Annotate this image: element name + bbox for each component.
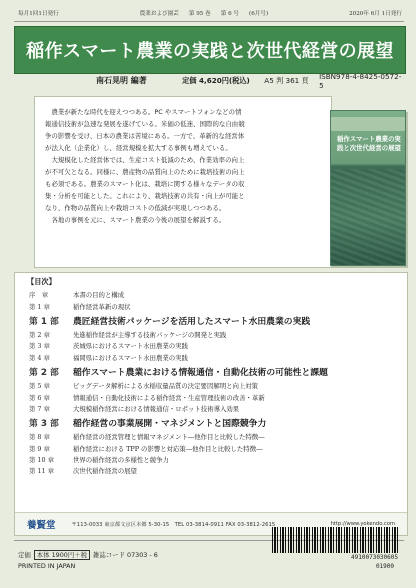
printed-in: PRINTED IN JAPAN (18, 562, 76, 570)
toc-part (29, 312, 401, 329)
book-meta (14, 73, 404, 88)
isbn: ISBN978-4-8425-0572-5 (319, 71, 402, 90)
toc-chapter (29, 329, 401, 340)
toc-number: 第 2 章 (29, 330, 50, 339)
price-line (18, 550, 158, 559)
toc-title: 情報通信・自動化技術による稲作経営・生産管理技術の改善・革新 (73, 393, 265, 402)
summary-line: なり、作物の品質向上や栽培コストの低減が実現しつつある。 (45, 204, 226, 212)
toc-title: 茨城県におけるスマート水田農業の実践 (73, 342, 188, 351)
table-of-contents (14, 272, 408, 536)
zasshi-code: 雑誌コード 07303 - 6 (93, 551, 158, 559)
toc-chapter (29, 454, 401, 465)
toc-chapter (29, 352, 401, 363)
summary-line: も必須である。農業のスマート化は、栽培に関する様々なデータの収 (45, 180, 245, 188)
back-footer (14, 540, 404, 586)
book-title: 稲作スマート農業の実践と次世代経営の展望 (26, 41, 394, 62)
toc-number: 第 3 部 (29, 419, 59, 430)
toc-number: 序 章 (29, 291, 49, 300)
summary-line: が不可欠となる。同様に、農産物の品質向上のために栽培技術の向上 (45, 168, 245, 176)
toc-title: 次世代稲作経営の展望 (73, 467, 137, 476)
toc-title: 稲作経営における TPP の影響と対応策―他作目と比較した特徴― (73, 444, 263, 453)
summary-line: 集・分析を可能とした。これにより、栽培技術の共有・向上が可能と (45, 192, 245, 200)
toc-number: 第 1 部 (29, 316, 59, 327)
toc-title: 大規模稲作経営における情報通信・ロボット技術導入効果 (73, 404, 240, 413)
summary-line: 各地の事例を元に、スマート農業の今後の展望を解説する。 (45, 216, 226, 224)
toc-number: 第 11 章 (29, 467, 54, 476)
toc-title: 稲作経営革新の現状 (73, 302, 131, 311)
toc-number: 第 8 章 (29, 433, 50, 442)
toc-chapter (29, 380, 401, 391)
title-banner (14, 26, 406, 74)
toc-number: 第 7 章 (29, 404, 50, 413)
issue-month: (6月号) (249, 11, 269, 17)
toc-chapter (29, 431, 401, 442)
toc-chapter (29, 340, 401, 351)
toc-number: 第 9 章 (29, 444, 50, 453)
toc-number: 第 5 章 (29, 382, 50, 391)
format-pages: A5 判 361 頁 (264, 75, 309, 85)
book-cover-image (330, 110, 406, 266)
summary-line: 農業が新たな時代を迎えつつある。PC やスマートフォンなどの情 (45, 108, 242, 116)
masthead (18, 6, 402, 20)
toc-title: 世界の稲作経営の多様性と競争力 (73, 456, 169, 465)
volume: 第 95 巻 (188, 11, 211, 17)
cover-field-photo (331, 169, 405, 265)
toc-title: 本書の目的と構成 (73, 291, 125, 300)
top-rule (14, 21, 404, 22)
toc-title: 稲作スマート農業における情報通信・自動化技術の可能性と課題 (73, 367, 328, 378)
barcode-number: 4910073030605 (351, 554, 398, 561)
toc-chapter (29, 391, 401, 402)
toc-part (29, 414, 401, 431)
cover-title: 稲作スマート農業の実践と次世代経営の展望 (337, 135, 401, 152)
toc-number: 第 1 章 (29, 302, 50, 311)
toc-title: 福岡県におけるスマート水田農業の実践 (73, 353, 188, 362)
barcode-addon: 01900 (375, 563, 394, 570)
toc-chapter (29, 403, 401, 414)
toc-number: 第 10 章 (29, 456, 54, 465)
price-label: 定価 (18, 551, 31, 559)
toc-title: ビッグデータ解析による水稲収量品質の決定要因解明と向上対策 (73, 382, 259, 391)
summary-box (34, 96, 332, 268)
cover-band (331, 117, 405, 131)
toc-number: 第 6 章 (29, 393, 50, 402)
summary-text (35, 97, 331, 226)
toc-title: 稲作経営の経営管理と情報マネジメント―他作目と比較した特徴― (73, 433, 265, 442)
summary-line: 大規模化した経営体では、生産コスト低減のため、作業効率の向上 (45, 156, 245, 164)
summary-line: 報通信技術が急速な発展を遂げている。米価の低迷、国際的な自由競 (45, 120, 245, 128)
toc-title: 稲作経営の事業展開・マネジメントと国際競争力 (73, 419, 267, 430)
author: 南石晃明 編著 (96, 76, 147, 85)
toc-chapter (29, 289, 401, 300)
toc-heading: 【目次】 (27, 277, 56, 286)
toc-part (29, 363, 401, 380)
toc-title: 農匠経営技術パッケージを活用したスマート水田農業の実践 (73, 316, 311, 327)
summary-line: 争の影響を受け、日本の農業は苦境にある。一方で、革新的な経営体 (45, 132, 245, 140)
issue-number: 第 6 号 (220, 11, 240, 17)
publisher-logo: 養賢堂 (27, 520, 56, 531)
toc-chapter (29, 465, 401, 476)
issue-frequency: 毎月1回1日発行 (18, 11, 59, 17)
toc-list (29, 289, 401, 477)
summary-line: が法人化（企業化）し、経営規模を拡大する事例も増えている。 (45, 144, 232, 152)
toc-chapter (29, 300, 401, 311)
publisher-address: 〒113-0033 東京都文京区本郷 5-30-15 TEL 03-3814-0911 FAX 03-3812-2615 (71, 521, 276, 528)
toc-title: 先進稲作経営が主導する技術パッケージの開発と実践 (73, 330, 227, 339)
barcode (272, 527, 400, 553)
publisher-web[interactable]: http://www.yokendo.com (330, 521, 395, 527)
price-value: 本体 1900円＋税 (34, 550, 90, 560)
toc-chapter (29, 443, 401, 454)
price: 定価 4,620円(税込) (182, 75, 250, 85)
toc-number: 第 4 章 (29, 353, 50, 362)
journal-name: 農業および園芸 (139, 11, 179, 17)
toc-number: 第 3 章 (29, 342, 50, 351)
toc-number: 第 2 部 (29, 367, 59, 378)
issue-date: 2020年 6月 1日発行 (349, 11, 402, 17)
